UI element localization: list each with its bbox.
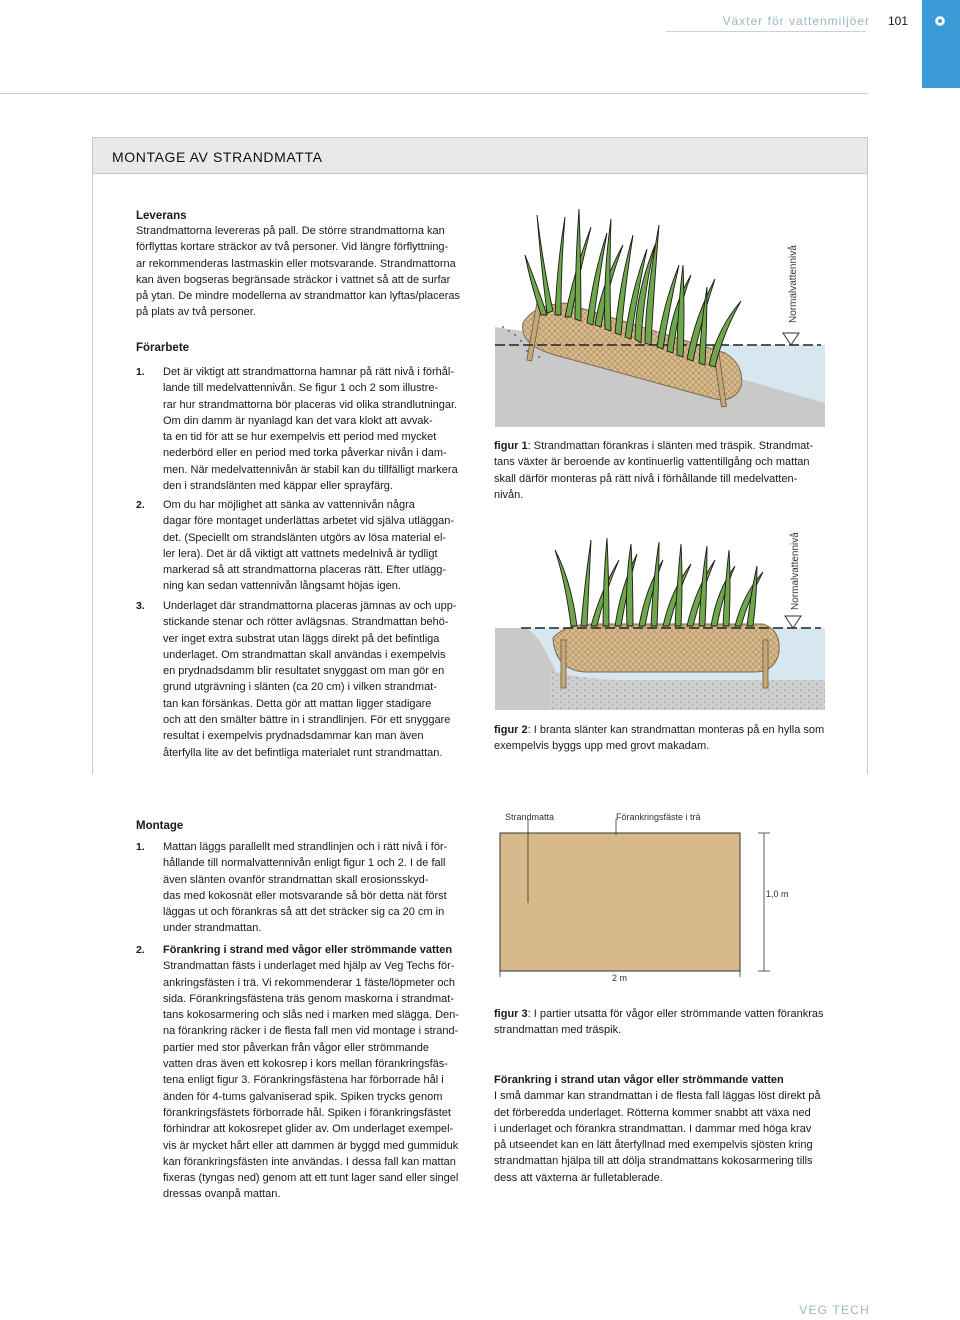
section-title-band: [92, 137, 868, 174]
fig3-dim-width: 2 m: [612, 973, 628, 983]
figure-1-caption: figur 1: Strandmattan förankras i slänten med träspik. Strandmat- tans växter är beroende av kontinuerlig vattentillgång och mattan skall därför monteras på rätt nivå i förhållande till medelvatten- nivån.: [494, 440, 814, 501]
chapter-tab: [922, 0, 960, 88]
stake: [763, 640, 768, 688]
frame-left: [92, 174, 93, 774]
page-number: 101: [887, 14, 908, 28]
header-rule: [666, 31, 866, 32]
water-level-marker-icon: [785, 616, 801, 628]
stake: [561, 640, 566, 688]
fig3-label-anchor: Förankringsfäste i trä: [616, 812, 701, 822]
fig2-water-label: Normalvattennivå: [790, 532, 801, 610]
running-header-title: Växter för vattenmiljöer: [722, 14, 870, 28]
forarbete-heading: Förarbete: [136, 342, 190, 354]
fig3-label-mat: Strandmatta: [505, 812, 555, 822]
figure-2-caption: figur 2: I branta slänter kan strandmattan monteras på en hylla som exempelvis byggs upp med grovt makadam.: [494, 724, 825, 753]
tab-dot-icon: [935, 16, 945, 26]
header-divider: [0, 93, 868, 94]
leverans-heading: Leverans: [136, 210, 187, 222]
strandmatta: [553, 624, 779, 672]
water-level-marker-icon: [783, 333, 799, 345]
fig3-dim-height: 1,0 m: [766, 889, 789, 899]
figure-3-caption: figur 3: I partier utsatta för vågor eller strömmande vatten förankras strandmattan med träspik.: [494, 1008, 824, 1037]
frame-right: [867, 174, 868, 774]
leverans-text: Strandmattorna levereras på pall. De större strandmattorna kan förflyttas kortare sträckor av två personer. Vid längre förflyttning- ar rekommenderas lastmaskin eller motsvarande. Strandmattorna kan även bogseras begränsade sträckor i vattnet så att de surfar på ytan. De mindre modellerna av strandmattor kan lyftas/placeras på plats av två personer.: [136, 225, 461, 319]
reeds: [555, 538, 763, 626]
montage-heading: Montage: [136, 820, 184, 832]
figure-2-illustration: [495, 520, 825, 710]
figure-1-illustration: [495, 205, 825, 427]
section-title: MONTAGE AV STRANDMATTA: [112, 149, 323, 165]
calm-water-section: Förankring i strand utan vågor eller strömmande vatten I små dammar kan strandmattan i de flesta fall läggas löst direkt på det förberedda underlaget. Rötterna kommer snabbt att växa ned i underlaget och förankra strandmattan. I dammar med höga krav på utseendet kan en lätt återfyllnad med exempelvis sjösten kring strandmattan hjälpa till att dölja strandmattans kokosarmering tills dess att växterna är fulletablerade.: [494, 1074, 821, 1184]
fig1-water-label: Normalvattennivå: [788, 245, 799, 323]
footer-brand: VEG TECH: [799, 1303, 870, 1317]
strandmatta-plan: [500, 833, 740, 971]
figure-3-illustration: [490, 805, 800, 990]
